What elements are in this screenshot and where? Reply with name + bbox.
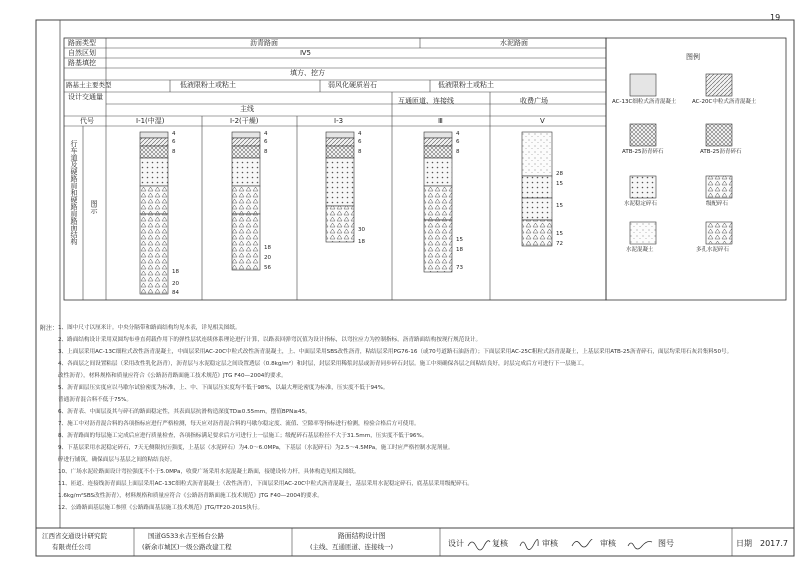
drawing-title: 路面结构设计图 bbox=[338, 532, 386, 540]
thk-c1-4: 18 bbox=[172, 269, 179, 275]
note-line: 11、匝道、连接线沥青面层上面层采用AC-13C细粒式沥青混凝土（改性沥青），下面层采用AC-20C中粒式沥青混凝土，基层采用水泥稳定碎石，底基层采用级配碎石。 bbox=[58, 481, 473, 487]
legend-item-6: 级配碎石 bbox=[706, 201, 729, 207]
thk-c3-1: 4 bbox=[358, 131, 362, 137]
thk-c1-1: 4 bbox=[172, 131, 176, 137]
thk-c5-1: 28 bbox=[556, 171, 563, 177]
thk-c1-3: 8 bbox=[172, 149, 176, 155]
thk-c2-6: 56 bbox=[264, 265, 271, 271]
legend-item-4: ATB-25沥青碎石 bbox=[700, 149, 742, 155]
subgrade-soil-label: 路基土主要类型 bbox=[66, 81, 112, 89]
legend-title: 图例 bbox=[686, 53, 700, 61]
thk-c3-2: 6 bbox=[358, 139, 362, 145]
column-header-1: Ⅰ-1(中湿) bbox=[136, 117, 165, 125]
page-number: 19 bbox=[770, 13, 781, 22]
subgrade-soil-2: 弱风化硬质岩石 bbox=[328, 81, 377, 89]
thk-c3-3: 8 bbox=[358, 149, 362, 155]
company-name: 江西省交通设计研究院 bbox=[42, 532, 107, 540]
note-line: 6、沥青表、中面层及其与碎石的路面稳定性，其表面层抗滑构造深度TD≥0.55mm，摆值BPN≥45。 bbox=[58, 409, 311, 415]
natural-zone-value: Ⅳ5 bbox=[300, 49, 311, 57]
note-line: 碎进行铺筑，确保面层与基层之间的粘结良好。 bbox=[58, 457, 176, 463]
thk-c4-1: 4 bbox=[456, 131, 460, 137]
date-value: 2017.7 bbox=[760, 539, 788, 548]
thk-c4-6: 73 bbox=[456, 265, 463, 271]
note-line: 1、图中尺寸以厘米计。中央分隔带和路面结构均见本表，详见相关图纸。 bbox=[58, 325, 241, 331]
column-header-5: Ⅴ bbox=[540, 117, 545, 125]
side-label: 行车道及硬路肩和硬路肩路面结构 bbox=[70, 140, 78, 245]
thk-c2-1: 4 bbox=[264, 131, 268, 137]
legend-item-2: AC-20C中粒式沥青混凝土 bbox=[692, 99, 757, 105]
legend-item-3: ATB-25沥青碎石 bbox=[622, 149, 664, 155]
column-header-2: Ⅰ-2(干燥) bbox=[230, 117, 259, 125]
note-line: 8、沥青路面的每层施工完成后应进行质量检查，各项指标满足要求后方可进行上一层施工；级配碎石基层粒径不大于31.5mm，压实度不低于96%。 bbox=[58, 433, 428, 439]
note-line: 4、各面层之间设置粘层（采用改性乳化沥青），沥青层与水泥稳定层之间设置透层（0.8kg/m²）和封层，封层采用稀浆封层或沥青同步碎石封层。施工中须确保各层之间粘结良好，封层完成后方可进行下一层施工。 bbox=[58, 361, 588, 367]
note-line: 7、施工中对沥青混合料的各项指标应进行严格检测，每天应对沥青混合料的马歇尔稳定度、流值、空隙率等指标进行检测，检验合格后方可使用。 bbox=[58, 421, 420, 427]
side-sub-label: 图示 bbox=[90, 200, 98, 214]
note-line: 1.6kg/m²SBS改性沥青），材料规格和质量应符合《公路沥青路面施工技术规范》JTG F40—2004的要求。 bbox=[58, 493, 323, 499]
thk-c2-2: 6 bbox=[264, 139, 268, 145]
thk-c2-4: 18 bbox=[264, 245, 271, 251]
thk-c4-2: 6 bbox=[456, 139, 460, 145]
design-label: 设计 bbox=[448, 539, 464, 548]
note-line: 3、上面层采用AC-13C细粒式改性沥青混凝土，中面层采用AC-20C中粒式改性沥青混凝土，上、中面层采用SBS改性沥青，粘结层采用PG76-16（或70号道路石油沥青）；下面层采用AC-25C粗粒式沥青混凝土，上基层采用ATB-25沥青碎石，面层均采用石灰岩集料50号。 bbox=[58, 349, 733, 355]
group-interchange: 互通匝道、连接线 bbox=[398, 97, 454, 105]
thk-c5-2: 15 bbox=[556, 181, 563, 187]
asphalt-pavement: 沥青路面 bbox=[250, 39, 278, 47]
column-header-3: Ⅰ-3 bbox=[334, 117, 344, 125]
project-sub: (新余市城区)一级公路改建工程 bbox=[142, 543, 232, 551]
legend-item-1: AC-13C细粒式沥青混凝土 bbox=[612, 99, 677, 105]
note-line: 普通沥青混合料不低于75%。 bbox=[58, 397, 132, 403]
foundation-value: 填方、挖方 bbox=[290, 69, 325, 77]
thk-c2-3: 8 bbox=[264, 149, 268, 155]
thk-c4-4: 15 bbox=[456, 237, 463, 243]
thk-c2-5: 20 bbox=[264, 255, 271, 261]
note-line: 2、路面结构设计采用双圆均布垂直荷载作用下的弹性层状连续体系理论进行计算，以路表回弹弯沉值为设计指标，以弯拉应力为控制指标，沥青路面结构按现行规范设计。 bbox=[58, 337, 482, 343]
thk-c4-3: 8 bbox=[456, 149, 460, 155]
subgrade-soil-1: 低液限粉土或粘土 bbox=[180, 81, 236, 89]
thk-c1-6: 84 bbox=[172, 290, 179, 296]
thk-c1-2: 6 bbox=[172, 139, 176, 145]
natural-zone-label: 自然区划 bbox=[68, 49, 96, 57]
thk-c3-5: 18 bbox=[358, 239, 365, 245]
group-mainline: 主线 bbox=[240, 105, 254, 113]
legend-item-8: 多孔水泥碎石 bbox=[696, 247, 730, 253]
thk-c3-4: 30 bbox=[358, 227, 365, 233]
column-header-4: Ⅲ bbox=[438, 117, 443, 125]
note-line: 12、公路路面基层施工参照《公路路面基层施工技术规范》JTG/TF20-2015执行。 bbox=[58, 505, 264, 511]
company-sub: 有限责任公司 bbox=[52, 543, 91, 551]
project-name: 国道G533永吉至杨台公路 bbox=[148, 532, 224, 540]
subgrade-soil-3: 低液限粉土或粘土 bbox=[438, 81, 494, 89]
note-line: 9、下基层采用水泥稳定碎石，7天无侧限抗压强度，上基层（水泥碎石）为4.0～6.0MPa，下基层（水泥碎石）为2.5～4.5MPa，施工时应严格控制水泥剂量。 bbox=[58, 445, 454, 451]
notes-header: 附注： bbox=[40, 325, 59, 332]
legend-item-5: 水泥稳定碎石 bbox=[624, 201, 658, 207]
note-line: 10、广场水泥砼路面设计弯拉强度不小于5.0MPa，收费广场采用水泥混凝土路面，接缝设传力杆，具体构造见相关图纸。 bbox=[58, 469, 360, 475]
approve-label: 审核 bbox=[600, 539, 616, 548]
thk-c5-3: 15 bbox=[556, 203, 563, 209]
legend-item-7: 水泥混凝土 bbox=[626, 247, 654, 253]
thk-c1-5: 20 bbox=[172, 281, 179, 287]
note-line: 5、沥青面层压实度应以马歇尔试验密度为标准，上、中、下面层压实度均不低于98%，以最大理论密度为标准，压实度不低于94%。 bbox=[58, 385, 389, 391]
code-label: 代号 bbox=[80, 117, 94, 125]
thk-c5-4: 15 bbox=[556, 231, 563, 237]
review-label: 复核 bbox=[492, 539, 508, 548]
foundation-label: 路基填挖 bbox=[68, 59, 96, 67]
audit-label: 审核 bbox=[542, 539, 558, 548]
thk-c5-5: 72 bbox=[556, 241, 563, 247]
drawing-no-label: 图号 bbox=[658, 539, 674, 548]
date-label: 日期 bbox=[736, 539, 752, 548]
group-toll-plaza: 收费广场 bbox=[520, 97, 548, 105]
drawing-subtitle: (主线、互通匝道、连接线一) bbox=[310, 543, 394, 551]
concrete-pavement: 水泥路面 bbox=[500, 39, 528, 47]
note-line: 改性沥青），材料规格和质量应符合《公路沥青路面施工技术规范》JTG F40—2004的要求。 bbox=[58, 373, 287, 379]
thk-c4-5: 18 bbox=[456, 247, 463, 253]
pavement-type-label: 路面类型 bbox=[68, 39, 96, 47]
design-traffic-label: 设计交通量 bbox=[68, 93, 103, 101]
